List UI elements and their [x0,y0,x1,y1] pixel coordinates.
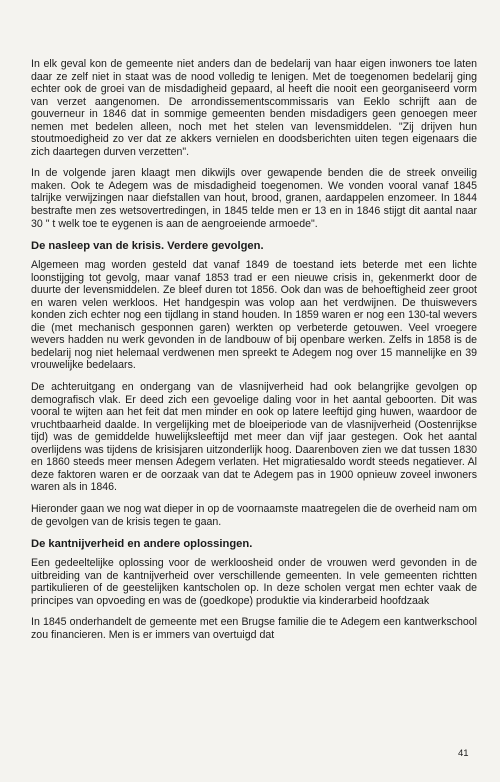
section-heading-lace-industry: De kantnijverheid en andere oplossingen. [31,538,253,551]
paragraph-crisis-1853: Algemeen mag worden gesteld dat vanaf 1849 de toestand iets beterde met een lichte loonstijging tot gevolg, maar vanaf 1853 trad er een nieuwe crisis in, gekenmerkt door de duurte der levensmiddelen. Ze bleef duren tot 1856. Ook dan was de behoeftigheid zeer groot en waren velen werkloos. Het handgespin was volop aan het verdwijnen. De thuiswevers konden zich echter nog een tijdlang in stand houden. In 1859 waren er nog een 130-tal wevers die (met mechanisch gesponnen garen) werkten op verbeterde getouwen. Veel vroegere wevers hadden nu werk gevonden in de landbouw of bij openbare werken. Zelfs in 1858 is de bedelarij nog niet helemaal verdwenen men spreekt te Adegem nog over 15 mannelijke en 39 vrouwelijke bedelaars. [31,259,477,372]
paragraph-begging-crime: In elk geval kon de gemeente niet anders dan de bedelarij van haar eigen inwoners toe laten daar ze zelf niet in staat was de nood volledig te lenigen. Met de toegenomen bedelarij ging echter ook de groei van de misdadigheid gepaard, al heeft die nooit een georganiseerd vorm van verzet aangenomen. De arrondissementscommissaris van Eeklo schrijft aan de gouverneur in 1846 dat in sommige gemeenten benden misdadigers geen genoegen meer nemen met bedelen alleen, noch met het stelen van levensmiddelen. "Zij drijven hun stoutmoedigheid zo ver dat ze akkers vernielen en doodsberichten uiten tegen eigenaars die zich daartegen durven verzetten". [31,58,477,158]
paragraph-bruges-family: In 1845 onderhandelt de gemeente met een Brugse familie die te Adegem een kantwerkschool zou financieren. Men is er immers van overtuigd dat [31,616,477,641]
paragraph-measures-intro: Hieronder gaan we nog wat dieper in op de voornaamste maatregelen die de overheid nam om de gevolgen van de krisis tegen te gaan. [31,502,477,528]
paragraph-lace-schools: Een gedeeltelijke oplossing voor de werkloosheid onder de vrouwen werd gevonden in de uitbreiding van de kantnijverheid over verschillende gemeenten. In vele gemeenten richtten partikulieren of de geestelijken kantscholen op. In deze scholen vergat men echter vaak de principes van opvoeding en was de (goedkope) produktie via kinderarbeid hoofdzaak [31,557,477,607]
paragraph-demographics: De achteruitgang en ondergang van de vlasnijverheid had ook belangrijke gevolgen op demografisch vlak. Er deed zich een gevoelige daling voor in het aantal geboorten. Dit was vooral te wijten aan het feit dat men minder en ook op latere leeftijd ging huwen, waardoor de vruchtbaarheid daalde. In vergelijking met de bloeiperiode van de vlasnijverheid (Oostenrijkse tijd) was de gemiddelde huwelijksleeftijd met meer dan vijf jaar gestegen. Ook het aantal overlijdens was tijdens de krisisjaren uitzonderlijk hoog. Daarenboven zien we dat tussen 1830 en 1860 steeds meer mensen Adegem verlaten. Het migratiesaldo wordt steeds negatiever. Al deze faktoren waren er de oorzaak van dat te Adegem pas in 1900 opnieuw zoveel inwoners waren als in 1846. [31,381,477,494]
paragraph-armed-gangs: In de volgende jaren klaagt men dikwijls over gewapende benden die de streek onveilig maken. Ook te Adegem was de misdadigheid toegenomen. We vonden vooral vanaf 1845 talrijke verwijzingen naar diefstallen van hout, brood, granen, aardappelen enzomeer. In 1844 bestrafte men zes wetsovertredingen, in 1845 telde men er 13 en in 1846 stijgt dit aantal naar 30 " t welk toe te eygenen is aan de aengroeiende armoede". [31,167,477,230]
page-number: 41 [458,748,469,759]
section-heading-aftermath: De nasleep van de krisis. Verdere gevolgen. [31,240,264,253]
document-page [31,58,477,650]
